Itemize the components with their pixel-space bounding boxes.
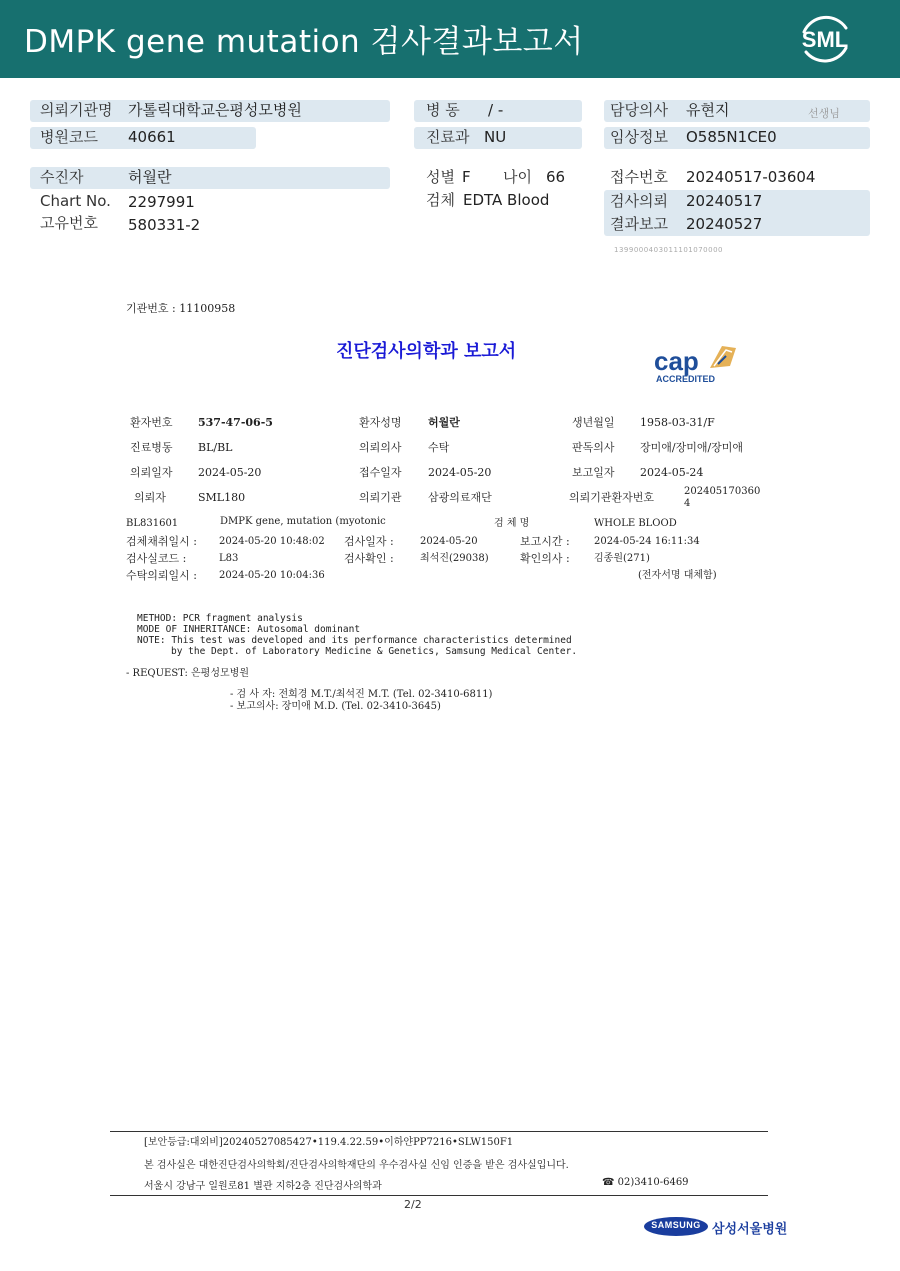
- collect-value: 2024-05-20 10:48:02: [219, 536, 325, 547]
- phone-line: ☎ 02)3410-6469: [602, 1177, 689, 1188]
- security-line: [보안등급:대외비]20240527085427•119.4.22.59•이하얀PP7216•SLW150F1: [144, 1137, 514, 1148]
- repdate-label: 보고일자: [572, 466, 615, 479]
- chart-value: 2297991: [128, 193, 195, 211]
- chart-label: Chart No.: [40, 192, 111, 210]
- consign-value: 2024-05-20 10:04:36: [219, 570, 325, 581]
- doctor-label: 담당의사: [610, 101, 668, 119]
- confirm-value: 최석진(29038): [420, 553, 489, 564]
- reqdate-label: 의뢰일자: [130, 466, 173, 479]
- sex-label: 성별: [426, 168, 455, 186]
- page-number: 2/2: [404, 1198, 422, 1211]
- dob-label: 생년월일: [572, 416, 615, 429]
- confdoc-label: 확인의사 :: [520, 552, 570, 565]
- name-label: 환자성명: [359, 416, 402, 429]
- consign-label: 수탁의뢰일시 :: [126, 569, 197, 582]
- esign-note: (전자서명 대체함): [638, 570, 717, 581]
- reader-label: 판독의사: [572, 441, 615, 454]
- testdate-value: 2024-05-20: [420, 536, 478, 547]
- footer-top-rule: [110, 1131, 768, 1132]
- unique-value: 580331-2: [128, 216, 201, 234]
- doctor-suffix: 선생님: [808, 107, 840, 120]
- instpat-value-1: 202405170360: [684, 486, 761, 497]
- dept-value: NU: [484, 128, 507, 146]
- report-doctor-line: - 보고의사: 장미애 M.D. (Tel. 02-3410-3645): [230, 701, 441, 712]
- method-line-4: by the Dept. of Laboratory Medicine & Genetics, Samsung Medical Center.: [171, 646, 578, 657]
- test-name: DMPK gene, mutation (myotonic: [220, 516, 386, 527]
- hospital-code-label: 병원코드: [40, 128, 98, 146]
- reqdoc-value: 수탁: [428, 441, 450, 454]
- request-line: - REQUEST: 은평성모병원: [126, 668, 249, 679]
- hospital-label: 의뢰기관명: [40, 101, 113, 119]
- unique-label: 고유번호: [40, 214, 98, 232]
- rcvdate-value: 2024-05-20: [428, 466, 492, 479]
- requester-value: SML180: [198, 491, 246, 504]
- labcode-value: L83: [219, 553, 239, 564]
- ward-label: 병 동: [426, 101, 460, 119]
- sml-logo: [796, 10, 854, 68]
- method-line-2: MODE OF INHERITANCE: Autosomal dominant: [137, 624, 361, 635]
- doctor-value: 유현지: [686, 101, 730, 119]
- specimen-name-label: 검 체 명: [494, 518, 530, 529]
- specimen-value: EDTA Blood: [463, 191, 550, 209]
- reptime-label: 보고시간 :: [520, 535, 570, 548]
- report-value: 20240527: [686, 215, 763, 233]
- repdate-value: 2024-05-24: [640, 466, 704, 479]
- method-line-3: NOTE: This test was developed and its performance characteristics determined: [137, 635, 572, 646]
- confirm-label: 검사확인 :: [344, 552, 394, 565]
- rward-label: 진료병동: [130, 441, 173, 454]
- sml-logo-text: SML: [801, 27, 849, 52]
- confdoc-value: 김종원(271): [594, 553, 650, 564]
- testdate-label: 검사일자 :: [344, 535, 394, 548]
- samsung-oval-icon: [644, 1217, 708, 1236]
- reqdoc-label: 의뢰의사: [359, 441, 402, 454]
- age-value: 66: [546, 168, 566, 186]
- specimen-label: 검체: [426, 191, 455, 209]
- samsung-hospital-name: 삼성서울병원: [712, 1222, 788, 1237]
- rward-value: BL/BL: [198, 441, 233, 454]
- samsung-hospital-logo: [644, 1214, 788, 1240]
- specimen-name-value: WHOLE BLOOD: [594, 518, 677, 529]
- instpat-value-2: 4: [684, 498, 691, 509]
- method-line-1: METHOD: PCR fragment analysis: [137, 613, 303, 624]
- barcode-text: 1399000403011101070000: [614, 246, 723, 254]
- institution-number: 기관번호 : 11100958: [126, 302, 236, 315]
- cap-brand-text: cap: [654, 346, 699, 376]
- reptime-value: 2024-05-24 16:11:34: [594, 536, 700, 547]
- patient-row-bg: [30, 167, 390, 189]
- name-value: 허월란: [428, 416, 460, 429]
- hospital-value: 가톨릭대학교은평성모병원: [128, 101, 302, 119]
- request-label: 검사의뢰: [610, 192, 668, 210]
- samsung-wordmark: SAMSUNG: [651, 1220, 701, 1230]
- patno-value: 537-47-06-5: [198, 416, 273, 429]
- patient-value: 허월란: [128, 168, 172, 186]
- clinical-value: O585N1CE0: [686, 128, 777, 146]
- clinical-label: 임상정보: [610, 128, 668, 146]
- receipt-label: 접수번호: [610, 168, 668, 186]
- collect-label: 검체채취일시 :: [126, 535, 197, 548]
- age-label: 나이: [503, 168, 532, 186]
- reqinst-value: 삼광의료재단: [428, 491, 492, 504]
- sex-value: F: [462, 168, 471, 186]
- dept-label: 진료과: [426, 128, 470, 146]
- certification-line: 본 검사실은 대한진단검사의학회/진단검사의학재단의 우수검사실 신임 인증을 받은 검사실입니다.: [144, 1160, 569, 1171]
- requester-label: 의뢰자: [134, 491, 166, 504]
- header-bar: [0, 0, 900, 78]
- page-title: DMPK gene mutation 검사결과보고서: [24, 24, 584, 60]
- report-title: 진단검사의학과 보고서: [336, 341, 517, 362]
- ward-value: / -: [488, 101, 504, 119]
- receipt-value: 20240517-03604: [686, 168, 816, 186]
- cap-accredited-text: ACCREDITED: [656, 374, 716, 384]
- cap-accredited-logo: [652, 342, 744, 386]
- patient-label: 수진자: [40, 168, 84, 186]
- address-line: 서울시 강남구 일원로81 별관 지하2층 진단검사의학과: [144, 1181, 382, 1192]
- instpat-label: 의뢰기관환자번호: [569, 491, 655, 504]
- reader-value: 장미애/장미애/장미애: [640, 441, 744, 454]
- reqinst-label: 의뢰기관: [359, 491, 402, 504]
- rcvdate-label: 접수일자: [359, 466, 402, 479]
- footer-bottom-rule: [110, 1195, 768, 1196]
- report-label: 결과보고: [610, 215, 668, 233]
- patno-label: 환자번호: [130, 416, 173, 429]
- labcode-label: 검사실코드 :: [126, 552, 187, 565]
- request-value: 20240517: [686, 192, 763, 210]
- test-code: BL831601: [126, 518, 179, 529]
- dob-value: 1958-03-31/F: [640, 416, 715, 429]
- hospital-code-value: 40661: [128, 128, 176, 146]
- tester-line: - 검 사 자: 전희경 M.T./최석진 M.T. (Tel. 02-3410-6811): [230, 689, 493, 700]
- reqdate-value: 2024-05-20: [198, 466, 262, 479]
